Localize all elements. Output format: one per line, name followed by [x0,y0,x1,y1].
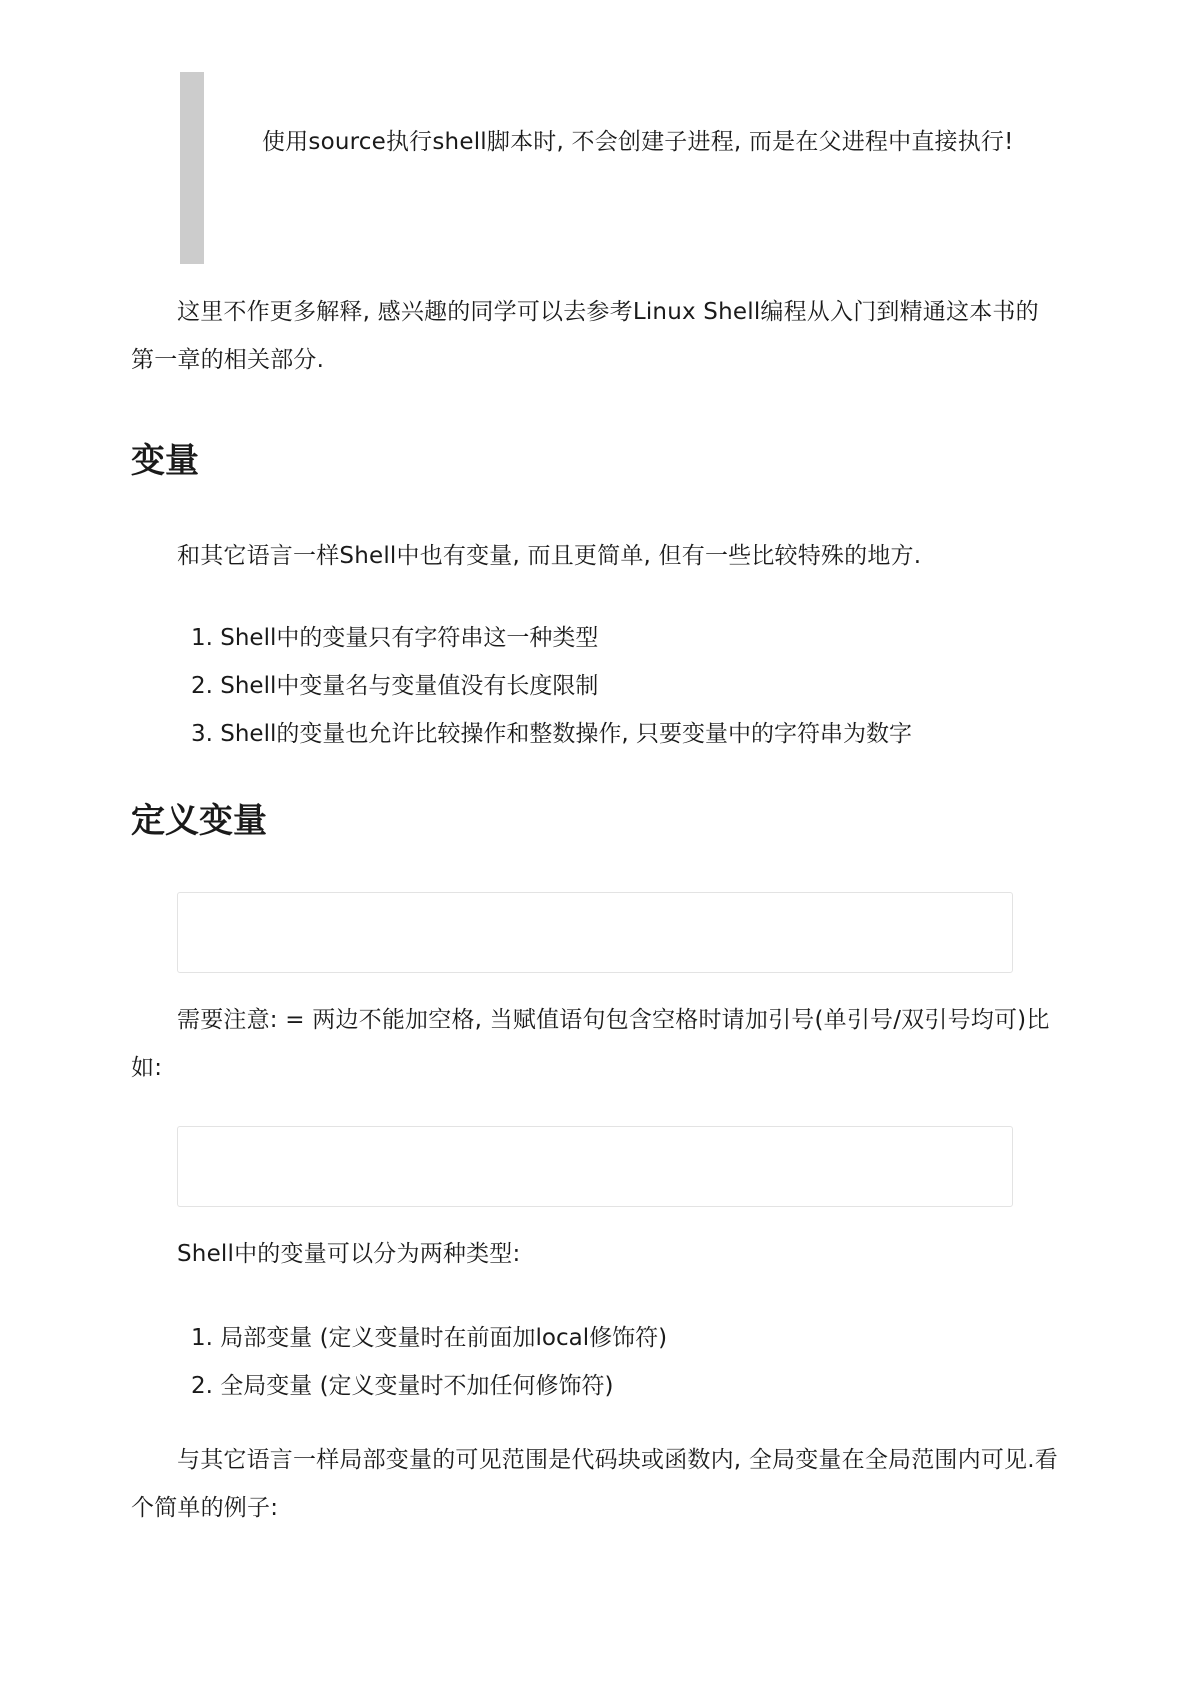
code-block [177,892,1013,973]
list-item: 2. Shell中变量名与变量值没有长度限制 [191,673,599,699]
scope-paragraph: 与其它语言一样局部变量的可见范围是代码块或函数内, 全局变量在全局范围内可见.看个简单的例子: [131,1447,1058,1521]
blockquote-bar [180,72,204,264]
variable-types-list [191,1314,667,1410]
variable-properties-list [191,614,912,758]
blockquote-text: 使用source执行shell脚本时, 不会创建子进程, 而是在父进程中直接执行! [262,129,1014,155]
list-item: 1. Shell中的变量只有字符串这一种类型 [191,625,599,651]
code-block [177,1126,1013,1207]
variable-types-intro: Shell中的变量可以分为两种类型: [177,1241,521,1267]
list-item: 2. 全局变量 (定义变量时不加任何修饰符) [191,1373,614,1399]
note-paragraph: 需要注意: = 两边不能加空格, 当赋值语句包含空格时请加引号(单引号/双引号均可)比如: [131,1007,1050,1081]
intro-paragraph: 这里不作更多解释, 感兴趣的同学可以去参考Linux Shell编程从入门到精通这本书的第一章的相关部分. [131,299,1039,373]
list-item: 1. 局部变量 (定义变量时在前面加local修饰符) [191,1325,668,1351]
list-item: 3. Shell的变量也允许比较操作和整数操作, 只要变量中的字符串为数字 [191,721,912,747]
section-heading-define-variables: 定义变量 [131,801,267,841]
section-heading-variables: 变量 [131,441,199,481]
variables-intro-paragraph: 和其它语言一样Shell中也有变量, 而且更简单, 但有一些比较特殊的地方. [177,543,922,569]
